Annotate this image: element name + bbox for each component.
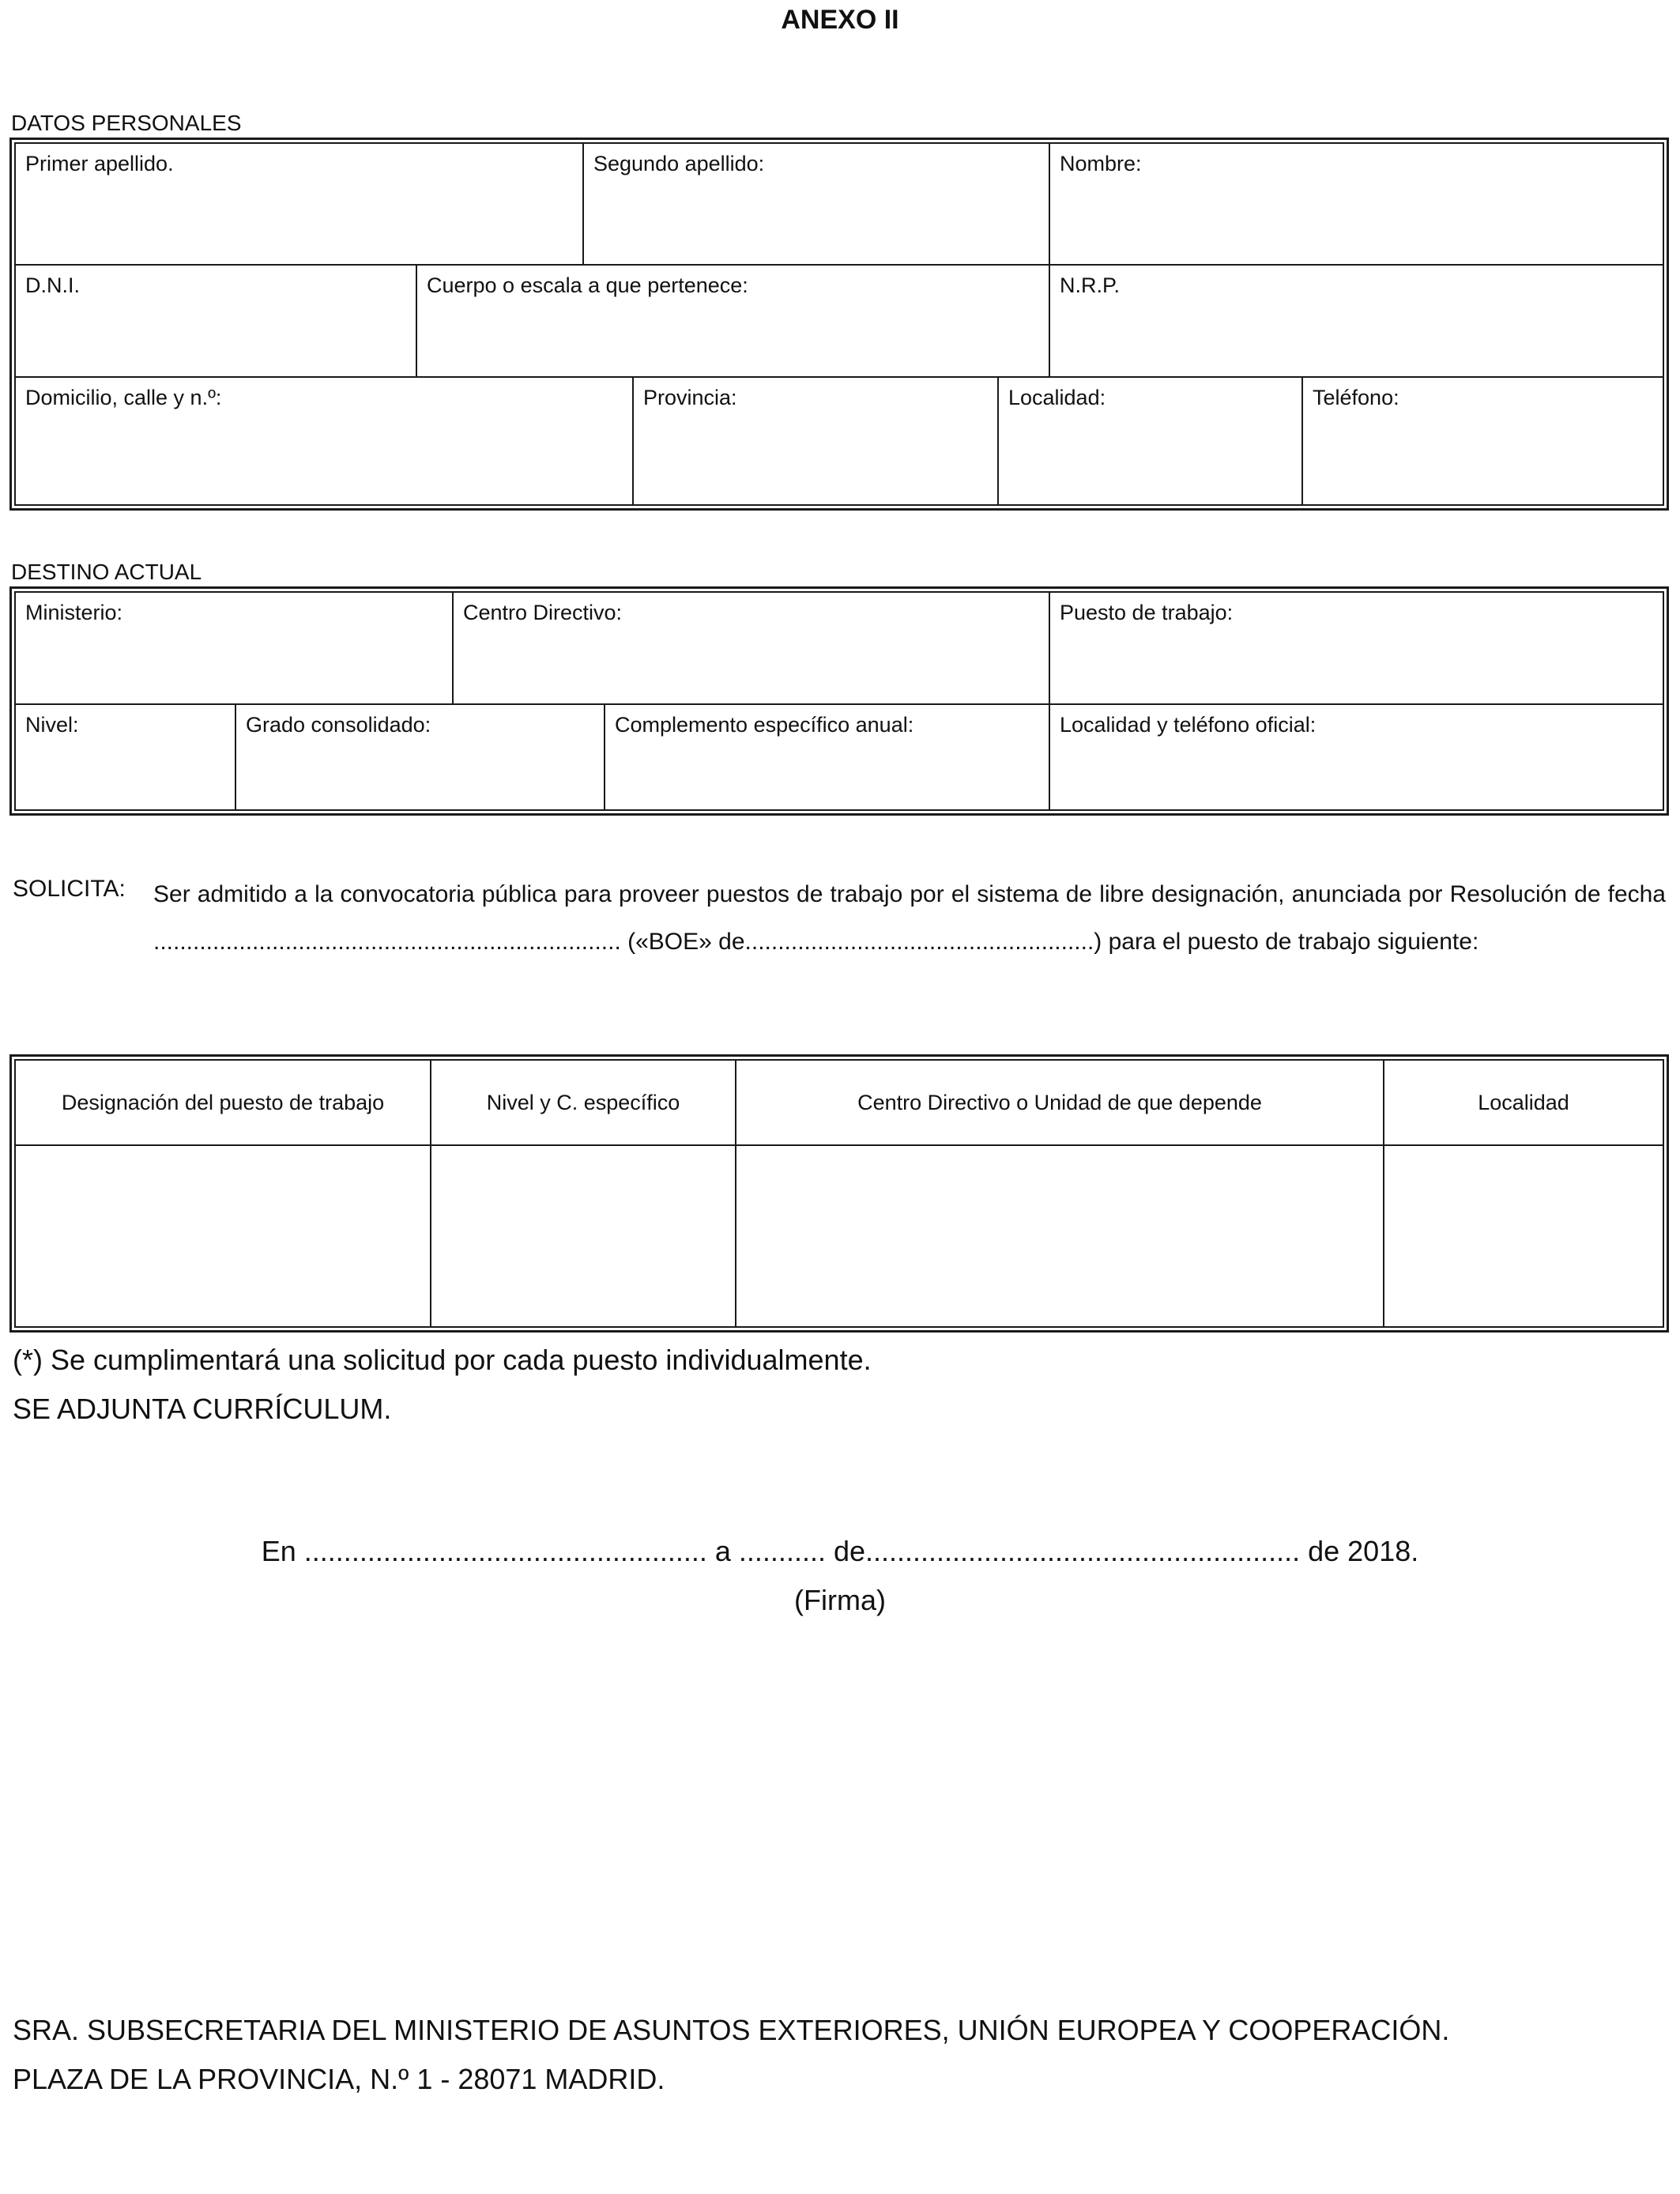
field-label: Cuerpo o escala a que pertenece: [427,273,748,297]
field-label: Ministerio: [25,601,123,624]
ministerio-field[interactable] [16,593,452,703]
field-label: Localidad y teléfono oficial: [1060,713,1317,737]
puesto-table [9,1054,1669,1333]
field-label: Grado consolidado: [246,713,431,737]
field-label: Segundo apellido: [593,152,765,175]
destino-row-2 [16,705,1663,809]
cuerpo-escala-field[interactable] [416,266,1049,376]
note-text: (*) Se cumplimentará una solicitud por cada puesto individualmente. [13,1344,872,1376]
header-localidad: Localidad [1383,1061,1663,1144]
localidad-input-cell[interactable] [1383,1146,1663,1326]
localidad-telefono-oficial-field[interactable] [1049,705,1663,809]
dni-field[interactable] [16,266,416,376]
provincia-field[interactable] [632,378,997,504]
destino-actual-table [9,586,1669,816]
address-line-1: SRA. SUBSECRETARIA DEL MINISTERIO DE ASUNTOS EXTERIORES, UNIÓN EUROPEA Y COOPERACIÓN. [13,2014,1450,2046]
field-label: Teléfono: [1313,386,1399,409]
nombre-field[interactable] [1049,144,1663,264]
domicilio-field[interactable] [16,378,632,504]
header-nivel: Nivel y C. específico [430,1061,735,1144]
date-line: En ................................................... a ........... de....................................................... de 2018. [261,1535,1419,1567]
destino-row-1 [16,593,1663,705]
field-label: Nivel: [25,713,79,737]
datos-row-1 [16,144,1663,266]
destino-actual-label: DESTINO ACTUAL [11,560,202,584]
field-label: N.R.P. [1060,273,1121,297]
field-label: Primer apellido. [25,152,174,175]
address-line-2: PLAZA DE LA PROVINCIA, N.º 1 - 28071 MADRID. [13,2063,665,2095]
centro-directivo-input-cell[interactable] [735,1146,1383,1326]
header-centro-directivo: Centro Directivo o Unidad de que depende [735,1061,1383,1144]
telefono-field[interactable] [1301,378,1663,504]
datos-row-2 [16,266,1663,378]
field-label: Localidad: [1008,386,1106,409]
field-label: Puesto de trabajo: [1060,601,1234,624]
grado-consolidado-field[interactable] [235,705,604,809]
field-label: Centro Directivo: [463,601,623,624]
datos-personales-table [9,138,1669,511]
nivel-field[interactable] [16,705,235,809]
nivel-input-cell[interactable] [430,1146,735,1326]
signature-label: (Firma) [794,1584,886,1616]
document-title: ANEXO II [781,5,899,35]
field-label: D.N.I. [25,273,81,297]
puesto-header-row [16,1061,1663,1146]
solicita-text: Ser admitido a la convocatoria pública para proveer puestos de trabajo por el sistema de libre designación, anunciada por Resolución de fecha ....................................................................... («BOE» de.....................................................) para el puesto de trabajo siguiente: [153,881,1666,955]
field-label: Provincia: [643,386,737,409]
field-label: Nombre: [1060,152,1142,175]
designacion-input-cell[interactable] [16,1146,430,1326]
datos-row-3 [16,378,1663,504]
attachment-text: SE ADJUNTA CURRÍCULUM. [13,1393,392,1425]
datos-personales-label: DATOS PERSONALES [11,111,242,135]
segundo-apellido-field[interactable] [582,144,1049,264]
puesto-trabajo-field[interactable] [1049,593,1663,703]
complemento-especifico-field[interactable] [604,705,1049,809]
field-label: Complemento específico anual: [615,713,914,737]
nrp-field[interactable] [1049,266,1663,376]
puesto-entry-row [16,1146,1663,1326]
solicita-label: SOLICITA: [13,876,126,902]
primer-apellido-field[interactable] [16,144,582,264]
centro-directivo-field[interactable] [452,593,1049,703]
field-label: Domicilio, calle y n.º: [25,386,222,409]
localidad-field[interactable] [997,378,1301,504]
header-designacion: Designación del puesto de trabajo [61,1090,385,1114]
